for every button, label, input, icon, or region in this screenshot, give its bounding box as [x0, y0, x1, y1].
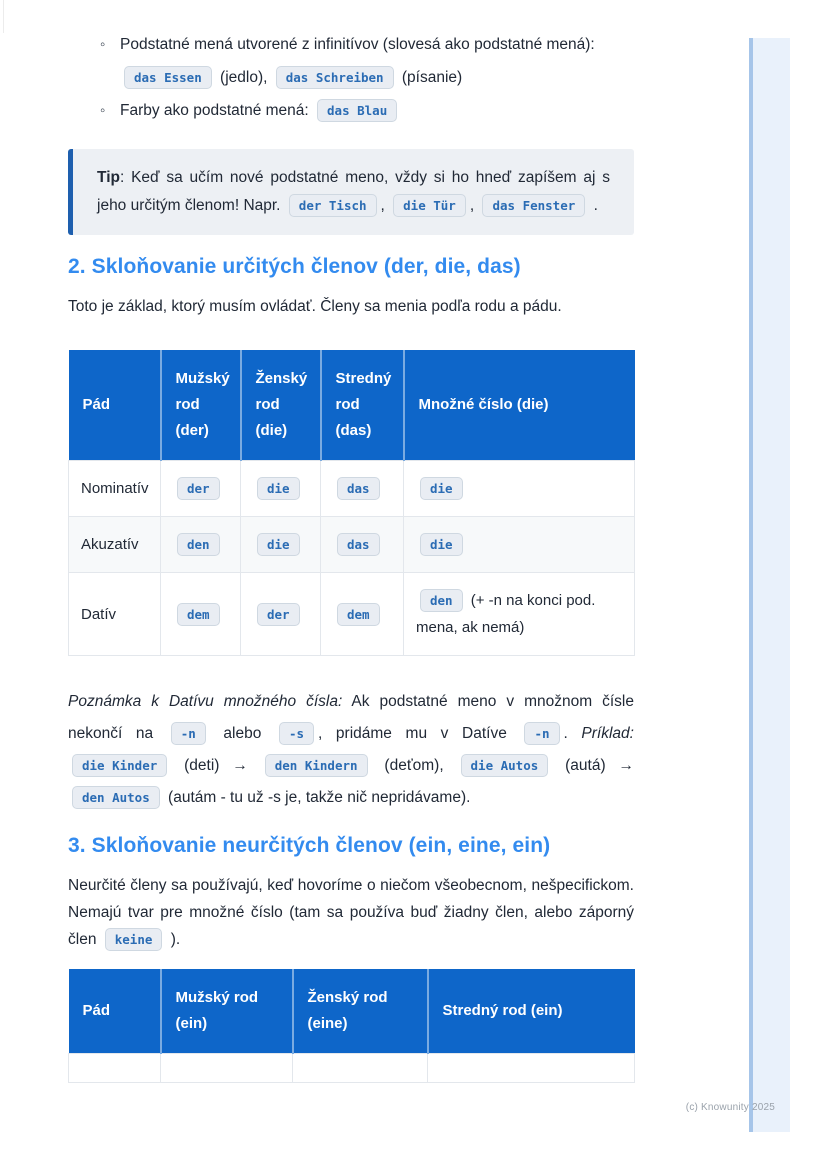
- column-header: Ženský rod (eine): [293, 969, 428, 1054]
- column-header: Množné číslo (die): [404, 350, 635, 461]
- inline-code-chip: dem: [177, 603, 220, 626]
- inline-code-chip: der Tisch: [289, 194, 377, 217]
- column-header: Ženský rod (die): [241, 350, 321, 461]
- table-cell: [161, 517, 241, 573]
- inline-code-chip: den: [177, 533, 220, 556]
- text-run: , pridáme mu v Datíve: [318, 725, 521, 742]
- table-row: [69, 517, 635, 573]
- bullet-icon: ◦: [100, 102, 106, 119]
- inline-code-chip: -s: [279, 722, 314, 745]
- text-run: (jedlo),: [215, 69, 272, 86]
- list-item-text: [120, 102, 401, 119]
- italic-text: Poznámka k Datívu množného čísla:: [68, 693, 343, 710]
- column-header: Stredný rod (das): [321, 350, 404, 461]
- table-cell: [404, 573, 635, 656]
- table-row: [69, 461, 635, 517]
- row-label-cell: Akuzatív: [69, 517, 161, 573]
- table-cell: [321, 461, 404, 517]
- text-run: alebo: [209, 725, 275, 742]
- document-content: [68, 28, 634, 1083]
- table-header-row: [69, 969, 635, 1054]
- column-header: Pád: [69, 350, 161, 461]
- text-run: (autám - tu už -s je, takže nič nepridávame).: [163, 789, 471, 806]
- inline-code-chip: keine: [105, 928, 163, 951]
- inline-code-chip: das Fenster: [482, 194, 585, 217]
- bold-text: Tip: [97, 169, 120, 186]
- table-row: [69, 573, 635, 656]
- table-cell: [161, 1054, 293, 1083]
- column-header: Stredný rod (ein): [428, 969, 635, 1054]
- text-run: ,: [469, 197, 479, 214]
- row-label-cell: [69, 1054, 161, 1083]
- inline-code-chip: das: [337, 533, 380, 556]
- bullet-icon: ◦: [100, 36, 106, 53]
- section-intro: [68, 872, 634, 953]
- text-run: .: [589, 197, 598, 214]
- section-intro: [68, 293, 634, 320]
- bullet-list: [68, 28, 634, 127]
- inline-code-chip: dem: [337, 603, 380, 626]
- text-run: ).: [166, 931, 181, 948]
- dative-plural-note: [68, 686, 634, 814]
- column-header: Mužský rod (der): [161, 350, 241, 461]
- inline-code-chip: das: [337, 477, 380, 500]
- inline-code-chip: das Blau: [317, 99, 397, 122]
- definite-articles-table: [68, 350, 635, 656]
- text-run: (písanie): [397, 69, 463, 86]
- inline-code-chip: -n: [524, 722, 559, 745]
- text-run: : Keď sa učím nové podstatné meno, vždy si ho hneď zapíšem aj s jeho určitým členom! Napr.: [97, 169, 610, 214]
- section-heading-definite-articles: 2. Skloňovanie určitých členov (der, die, das): [68, 255, 521, 278]
- inline-code-chip: die: [420, 533, 463, 556]
- inline-code-chip: die Autos: [461, 754, 549, 777]
- column-header: Pád: [69, 969, 161, 1054]
- indefinite-articles-table: [68, 969, 635, 1083]
- inline-code-chip: der: [177, 477, 220, 500]
- tip-text: [97, 164, 610, 220]
- table-cell: [404, 461, 635, 517]
- text-run: Podstatné mená utvorené z infinitívov (slovesá ako podstatné mená):: [120, 36, 595, 53]
- text-run: Ak podstatné meno v množnom čísle nekončí na: [68, 693, 634, 742]
- text-run: Toto je základ, ktorý musím ovládať. Členy sa menia podľa rodu a pádu.: [68, 298, 562, 315]
- inline-code-chip: das Essen: [124, 66, 212, 89]
- text-run: Farby ako podstatné mená:: [120, 102, 314, 119]
- text-run: Neurčité členy sa používajú, keď hovoríme o niečom všeobecnom, nešpecifickom. Nemajú tvar pre množné číslo (tam sa používa buď žiadny člen, alebo záporný člen: [68, 877, 634, 948]
- table-cell: [241, 461, 321, 517]
- table-cell: [404, 517, 635, 573]
- inline-code-chip: die: [420, 477, 463, 500]
- text-run: .: [563, 725, 582, 742]
- inline-code-chip: die: [257, 533, 300, 556]
- row-label-cell: Nominatív: [69, 461, 161, 517]
- table-cell: [161, 461, 241, 517]
- inline-code-chip: der: [257, 603, 300, 626]
- table-cell: [293, 1054, 428, 1083]
- page-edge-line: [3, 0, 4, 33]
- watermark: (c) Knowunity 2025: [685, 1102, 775, 1113]
- row-label-cell: Datív: [69, 573, 161, 656]
- table-row: [69, 1054, 635, 1083]
- italic-text: Príklad:: [581, 725, 634, 742]
- table-cell: [321, 517, 404, 573]
- inline-code-chip: den Autos: [72, 786, 160, 809]
- tip-callout: [68, 149, 634, 235]
- inline-code-chip: -n: [171, 722, 206, 745]
- list-item: [100, 94, 634, 127]
- inline-code-chip: die Tür: [393, 194, 466, 217]
- table-cell: [161, 573, 241, 656]
- list-item-text: [120, 36, 595, 86]
- section-heading-indefinite-articles: 3. Skloňovanie neurčitých členov (ein, eine, ein): [68, 834, 551, 857]
- text-run: (deťom),: [371, 757, 457, 774]
- text-run: (deti) →: [171, 757, 261, 774]
- inline-code-chip: den: [420, 589, 463, 612]
- inline-code-chip: das Schreiben: [276, 66, 394, 89]
- text-run: (autá) →: [552, 757, 635, 774]
- text-run: (+ -n na konci pod. mena, ak nemá): [416, 592, 596, 636]
- table-header-row: [69, 350, 635, 461]
- table-cell: [428, 1054, 635, 1083]
- column-header: Mužský rod (ein): [161, 969, 293, 1054]
- table-cell: [241, 517, 321, 573]
- inline-code-chip: die Kinder: [72, 754, 167, 777]
- table-cell: [241, 573, 321, 656]
- list-item: [100, 28, 634, 94]
- inline-code-chip: die: [257, 477, 300, 500]
- text-run: ,: [380, 197, 390, 214]
- scrollbar[interactable]: [749, 38, 790, 1132]
- table-cell: [321, 573, 404, 656]
- inline-code-chip: den Kindern: [265, 754, 368, 777]
